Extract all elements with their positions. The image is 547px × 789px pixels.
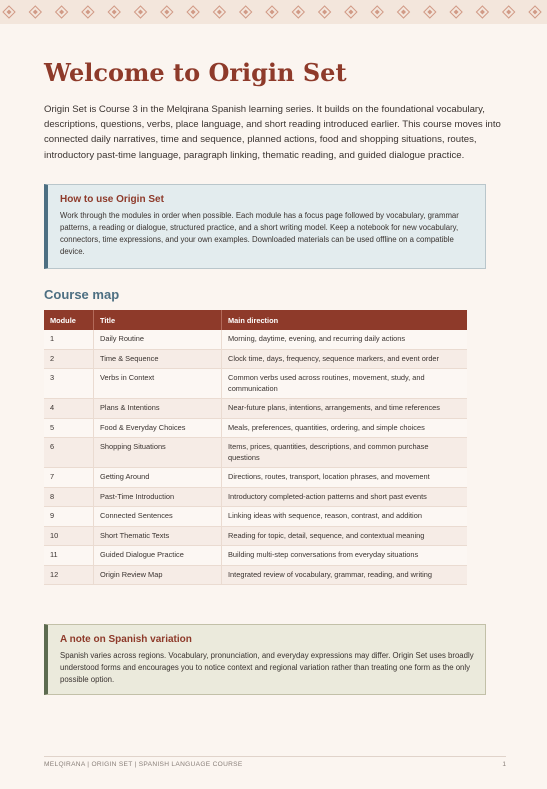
footer-divider [44,756,506,757]
cell-module: 7 [44,468,94,488]
intro-paragraph: Origin Set is Course 3 in the Melqirana Spanish learning series. It builds on the foundational vocabulary, descriptions, questions, verbs, place language, and short reading introduced earlier. This course moves into connected daily narratives, time and sequence, planned actions, food and shopping situations, routes, introductory past-time language, paragraph linking, thematic reading, and guided dialogue practice. [44,104,501,161]
table-row [44,369,467,399]
column-header-title: Title [94,310,222,330]
cell-direction: Common verbs used across routines, movement, study, and communication [222,369,468,399]
decorative-border [0,0,547,24]
cell-direction: Items, prices, quantities, descriptions, and common purchase questions [222,438,468,468]
how-to-callout [44,184,486,269]
cell-title: Time & Sequence [94,349,222,369]
cell-direction: Reading for topic, detail, sequence, and contextual meaning [222,526,468,546]
cell-module: 5 [44,418,94,438]
table-row [44,468,467,488]
table-row [44,438,467,468]
cell-title: Guided Dialogue Practice [94,546,222,566]
variation-note-callout [44,624,486,695]
cell-module: 8 [44,487,94,507]
table-row [44,507,467,527]
variation-note-body: Spanish varies across regions. Vocabulary, pronunciation, and everyday expressions may differ. Origin Set uses broadly understood forms and encourages you to notice context and regional variation rather than treating one form as the only possible option. [60,651,474,684]
cell-title: Food & Everyday Choices [94,418,222,438]
table-row [44,565,467,585]
cell-direction: Morning, daytime, evening, and recurring daily actions [222,330,468,349]
table-row [44,399,467,419]
table-row [44,349,467,369]
cell-title: Origin Review Map [94,565,222,585]
table-row [44,546,467,566]
cell-direction: Introductory completed-action patterns and short past events [222,487,468,507]
page-number: 1 [502,761,506,768]
cell-module: 10 [44,526,94,546]
cell-title: Short Thematic Texts [94,526,222,546]
cell-direction: Building multi-step conversations from everyday situations [222,546,468,566]
cell-title: Daily Routine [94,330,222,349]
cell-title: Connected Sentences [94,507,222,527]
column-header-module: Module [44,310,94,330]
cell-direction: Linking ideas with sequence, reason, contrast, and addition [222,507,468,527]
table-row [44,418,467,438]
cell-direction: Meals, preferences, quantities, ordering, and simple choices [222,418,468,438]
page-title: Welcome to Origin Set [44,58,347,87]
cell-direction: Clock time, days, frequency, sequence markers, and event order [222,349,468,369]
table-row [44,487,467,507]
cell-title: Getting Around [94,468,222,488]
cell-title: Past-Time Introduction [94,487,222,507]
cell-module: 12 [44,565,94,585]
cell-title: Verbs in Context [94,369,222,399]
how-to-body: Work through the modules in order when possible. Each module has a focus page followed by vocabulary, grammar patterns, a reading or dialogue, structured practice, and a short writing model. Keep a notebook for new vocabulary, connectors, time expressions, and your own examples. Downloaded materials can be used offline on a compatible device. [60,211,459,256]
cell-module: 3 [44,369,94,399]
footer-text: MELQIRANA | ORIGIN SET | SPANISH LANGUAGE COURSE [44,761,243,768]
cell-module: 11 [44,546,94,566]
cell-module: 1 [44,330,94,349]
table-row [44,526,467,546]
table-header-row [44,310,467,330]
course-map-heading: Course map [44,287,120,302]
cell-module: 9 [44,507,94,527]
cell-direction: Directions, routes, transport, location phrases, and movement [222,468,468,488]
how-to-heading: How to use Origin Set [60,194,164,205]
cell-direction: Near-future plans, intentions, arrangements, and time references [222,399,468,419]
cell-module: 6 [44,438,94,468]
variation-note-heading: A note on Spanish variation [60,634,192,645]
diamond-pattern-icon [0,0,547,24]
course-map-table [44,310,467,585]
cell-module: 2 [44,349,94,369]
cell-title: Shopping Situations [94,438,222,468]
table-row [44,330,467,349]
cell-title: Plans & Intentions [94,399,222,419]
column-header-direction: Main direction [222,310,468,330]
cell-module: 4 [44,399,94,419]
cell-direction: Integrated review of vocabulary, grammar, reading, and writing [222,565,468,585]
